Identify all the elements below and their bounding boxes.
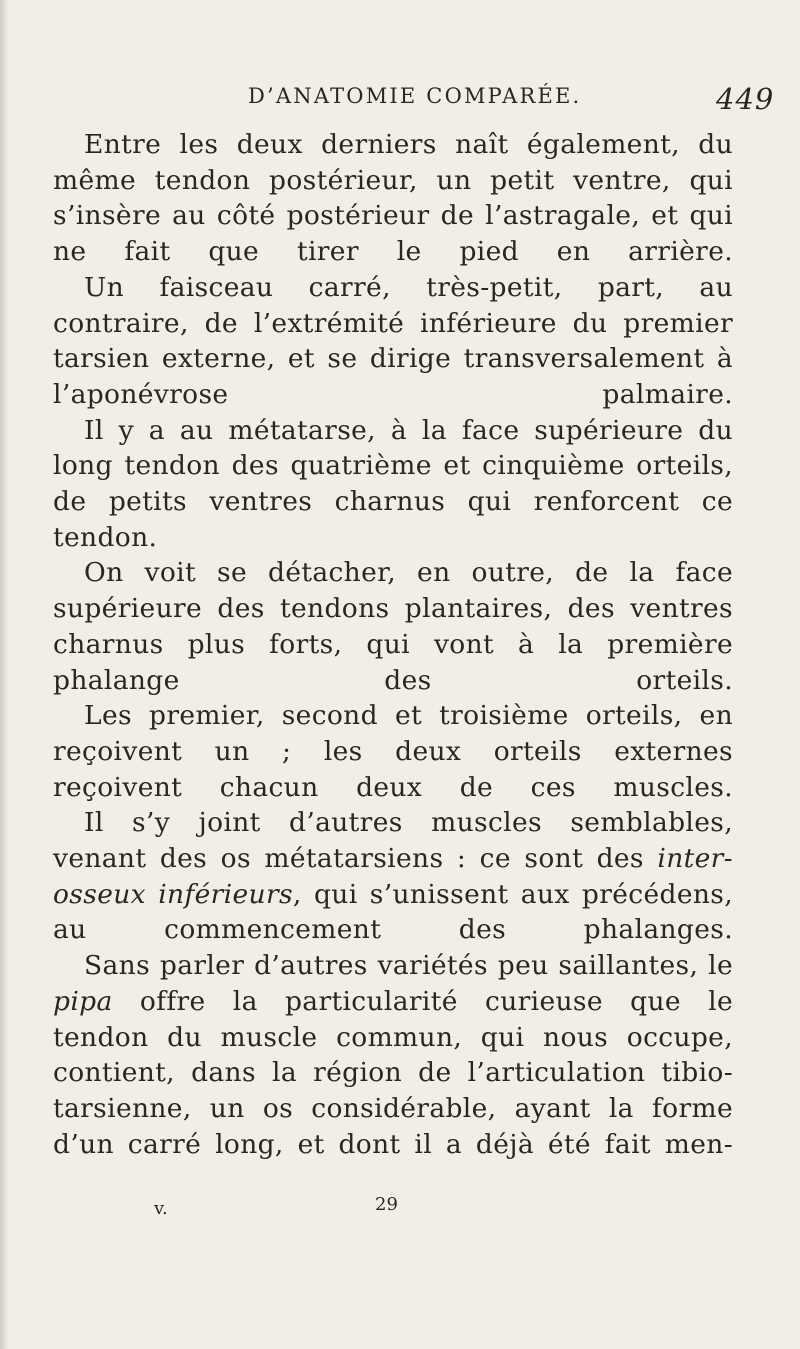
paragraph-text: Sans parler d’autres variétés peu saillantes, le — [84, 950, 733, 982]
signature-mark: v. — [154, 1198, 168, 1219]
paragraph-text: offre la particularité curieuse que le tendon du muscle commun, qui nous occupe, contient, dans la région de l’articulation tibio-tarsienne, un os considérable, ayant la forme d’un carré long, et dont il a déjà été fait men- — [53, 985, 733, 1160]
page-edge-shadow — [0, 0, 9, 1349]
paragraph: Un faisceau carré, très-petit, part, au contraire, de l’extrémité inférieure du premier tarsien externe, et se dirige transversalement à l’aponévrose palmaire. — [53, 271, 733, 410]
paragraph: Il y a au métatarse, à la face supérieure du long tendon des quatrième et cinquième orteils, de petits ventres charnus qui renforcent ce tendon. — [53, 414, 733, 553]
page-number: 449 — [716, 82, 775, 116]
paragraph: Les premier, second et troisième orteils, en reçoivent un ; les deux orteils externes reçoivent chacun deux de ces muscles. — [53, 700, 733, 803]
sheet-number: 29 — [375, 1194, 398, 1215]
paragraph-text: Il s’y joint d’autres muscles semblables, venant des os métatarsiens : ce sont des — [53, 807, 733, 875]
italic-term: inter-osseux inférieurs — [53, 843, 733, 910]
page-footer — [0, 1194, 800, 1228]
paragraph — [53, 948, 733, 1162]
paragraph-text: , qui s’unissent aux précédens, au commencement des phalanges. — [53, 878, 733, 946]
paragraph: On voit se détacher, en outre, de la face supérieure des tendons plantaires, des ventres charnus plus forts, qui vont à la première phalange des orteils. — [53, 557, 733, 696]
italic-term: pipa — [53, 985, 113, 1017]
page-header — [0, 82, 800, 122]
body-text — [53, 127, 733, 1162]
paragraph: Entre les deux derniers naît également, du même tendon postérieur, un petit ventre, qui s’insère au côté postérieur de l’astragale, et qui ne fait que tirer le pied en arrière. — [53, 129, 733, 268]
running-title: D’ANATOMIE COMPARÉE. — [248, 84, 582, 108]
paragraph — [53, 805, 733, 948]
